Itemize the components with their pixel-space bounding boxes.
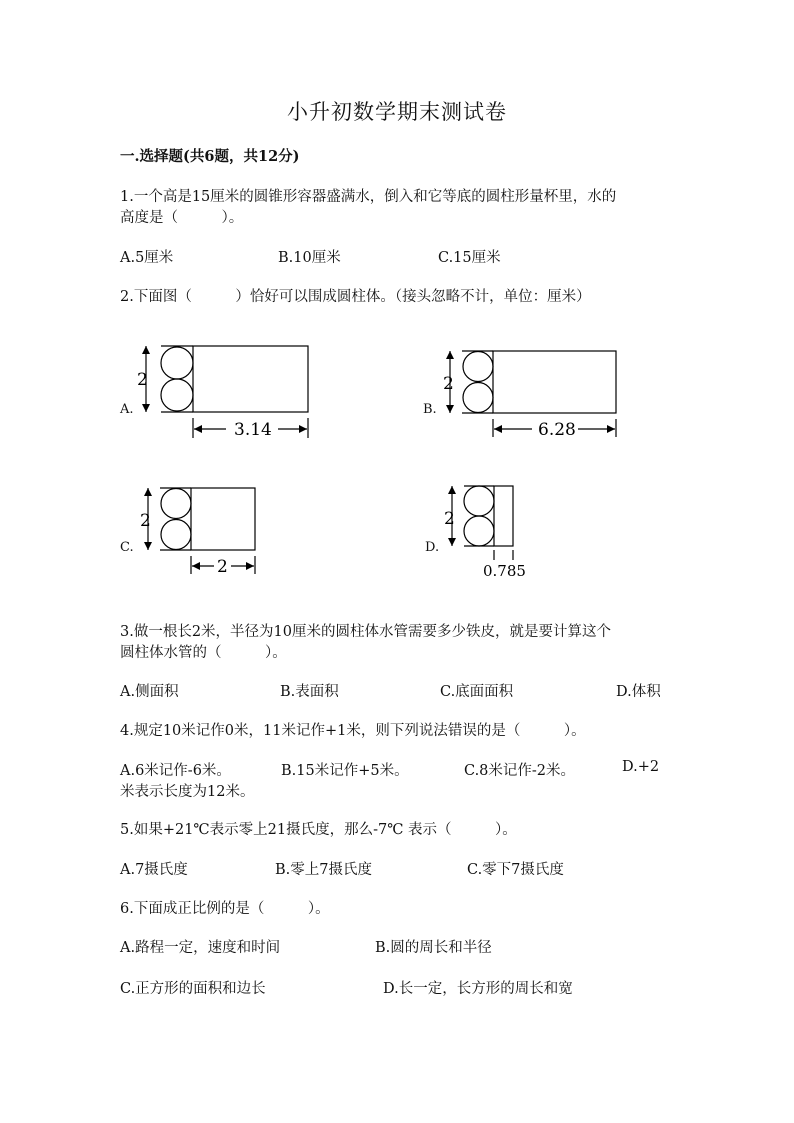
q2-figure-b-label[interactable]: B. xyxy=(423,402,437,417)
q2-figure-b-width: 6.28 xyxy=(538,420,576,440)
q4-option-a[interactable]: A.6米记作-6米。 xyxy=(120,763,231,779)
q2-figure-c[interactable] xyxy=(136,482,266,582)
q6-option-c[interactable]: C.正方形的面积和边长 xyxy=(120,981,266,997)
q1-option-a[interactable]: A.5厘米 xyxy=(120,250,174,266)
q4-option-d-continued: 米表示长度为12米。 xyxy=(120,784,255,800)
q3-option-d[interactable]: D.体积 xyxy=(616,684,661,700)
q6-option-d[interactable]: D.长一定，长方形的周长和宽 xyxy=(383,981,573,997)
q5-option-a[interactable]: A.7摄氏度 xyxy=(120,862,188,878)
q4-option-c[interactable]: C.8米记作-2米。 xyxy=(464,763,576,779)
q2-figure-a[interactable] xyxy=(136,340,326,445)
q1-stem-line2: 高度是（ ）。 xyxy=(120,210,244,226)
q2-figure-d-height: 2 xyxy=(444,509,455,529)
q2-figure-c-width: 2 xyxy=(217,557,228,577)
q3-stem-line1: 3.做一根长2米，半径为10厘米的圆柱体水管需要多少铁皮，就是要计算这个 xyxy=(120,624,612,640)
q2-figure-a-label[interactable]: A. xyxy=(120,402,134,417)
section-heading: 一.选择题(共6题，共12分) xyxy=(120,148,300,165)
q2-figure-b[interactable] xyxy=(438,345,628,445)
q2-figure-d-label[interactable]: D. xyxy=(425,540,440,555)
q4-option-b[interactable]: B.15米记作+5米。 xyxy=(281,763,409,779)
q5-option-c[interactable]: C.零下7摄氏度 xyxy=(467,862,564,878)
q2-figure-c-label[interactable]: C. xyxy=(120,540,134,555)
q2-figure-c-height: 2 xyxy=(140,511,151,531)
q2-figure-d-width: 0.785 xyxy=(483,562,526,580)
page-title: 小升初数学期末测试卷 xyxy=(287,100,507,124)
q3-stem-line2: 圆柱体水管的（ ）。 xyxy=(120,645,287,661)
q5-option-b[interactable]: B.零上7摄氏度 xyxy=(275,862,372,878)
q6-stem: 6.下面成正比例的是（ ）。 xyxy=(120,901,330,917)
q1-option-b[interactable]: B.10厘米 xyxy=(278,250,341,266)
q2-stem: 2.下面图（ ）恰好可以围成圆柱体。（接头忽略不计，单位：厘米） xyxy=(120,289,591,305)
q4-option-d[interactable]: D.+2 xyxy=(622,759,660,775)
q6-option-a[interactable]: A.路程一定，速度和时间 xyxy=(120,940,281,956)
q2-figure-a-height: 2 xyxy=(137,370,148,390)
q6-option-b[interactable]: B.圆的周长和半径 xyxy=(375,940,492,956)
q2-figure-d[interactable] xyxy=(440,480,540,580)
q3-option-b[interactable]: B.表面积 xyxy=(280,684,339,700)
q1-stem-line1: 1.一个高是15厘米的圆锥形容器盛满水，倒入和它等底的圆柱形量杯里，水的 xyxy=(120,189,617,205)
q2-figure-a-width: 3.14 xyxy=(234,420,272,440)
q2-figure-b-height: 2 xyxy=(443,374,454,394)
q1-option-c[interactable]: C.15厘米 xyxy=(438,250,501,266)
q3-option-c[interactable]: C.底面面积 xyxy=(440,684,514,700)
q5-stem: 5.如果+21℃表示零上21摄氏度，那么-7℃ 表示（ ）。 xyxy=(120,822,517,838)
q4-stem: 4.规定10米记作0米，11米记作+1米，则下列说法错误的是（ ）。 xyxy=(120,723,586,739)
q3-option-a[interactable]: A.侧面积 xyxy=(120,684,179,700)
